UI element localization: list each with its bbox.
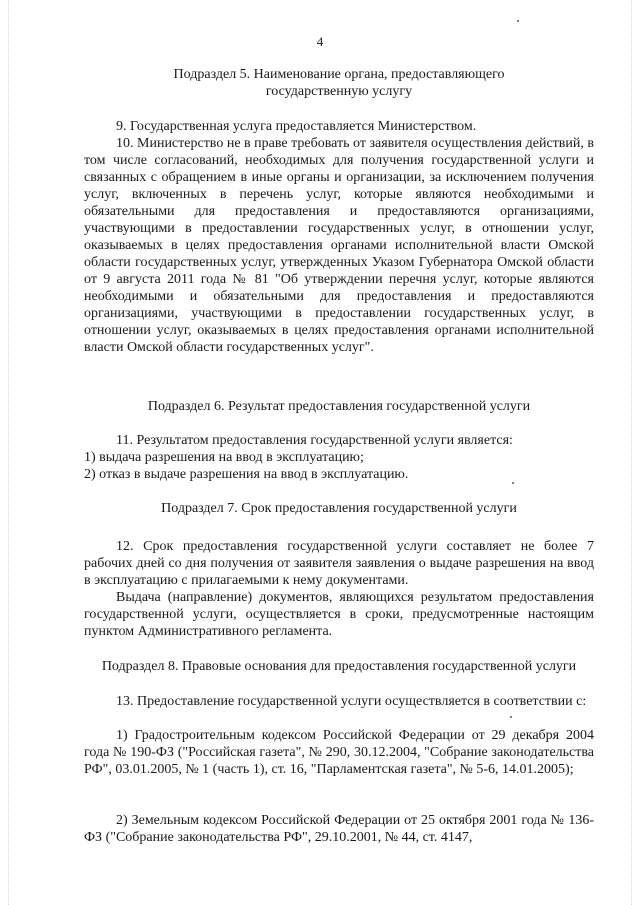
- paragraph-9: 9. Государственная услуга предоставляется Министерством.: [116, 119, 477, 134]
- scan-speck: [517, 20, 519, 22]
- scan-edge-right: [631, 0, 633, 905]
- section-5-title-line-2: государственную услугу: [265, 84, 413, 99]
- paragraph-13: 13. Предоставление государственной услуги осуществляется в соответствии с:: [116, 694, 587, 709]
- paragraph-11-item-2: 2) отказ в выдаче разрешения на ввод в эксплуатацию.: [84, 467, 409, 482]
- paragraph-12: 12. Срок предоставления государственной услуги составляет не более 7 рабочих дней со дня получения от заявителя заявления о выдаче разрешения на ввод в эксплуатацию с прилагаемыми к нему документами.: [84, 539, 594, 588]
- scan-edge-left: [8, 0, 10, 905]
- paragraph-13-item-1: 1) Градостроительным кодексом Российской Федерации от 29 декабря 2004 года № 190-ФЗ ("Российская газета", № 290, 30.12.2004, "Собрание законодательства РФ", 03.01.2005, № 1 (часть 1), ст. 16, "Парламентская газета", № 5-6, 14.01.2005);: [84, 728, 594, 777]
- paragraph-10: 10. Министерство не в праве требовать от заявителя осуществления действий, в том числе согласований, необходимых для получения государственной услуги и связанных с обращением в иные органы и организации, за исключением получения услуг, включенных в перечень услуг, которые являются необходимыми и обязательными для предоставления и предоставляются организациями, участвующими в предоставлении государственных услуг, в отношении услуг, оказываемых в целях предоставления органами исполнительной власти Омской области государственных услуг, утвержденных Указом Губернатора Омской области от 9 августа 2011 года № 81 "Об утверждении перечня услуг, которые являются необходимыми и обязательными для предоставления и предоставляются организациями, участвующими в предоставлении государственных услуг, в отношении услуг, оказываемых в целях предоставления органами исполнительной власти Омской области государственных услуг".: [84, 136, 594, 355]
- section-5-title-line-1: Подраздел 5. Наименование органа, предоставляющего: [173, 67, 505, 82]
- paragraph-12-continuation: Выдача (направление) документов, являющихся результатом предоставления государственной услуги, осуществляется в сроки, предусмотренные настоящим пунктом Административного регламента.: [84, 590, 594, 639]
- section-8-title: Подраздел 8. Правовые основания для предоставления государственной услуги: [101, 659, 577, 674]
- paragraph-11-item-1: 1) выдача разрешения на ввод в эксплуатацию;: [84, 450, 364, 465]
- section-7-title: Подраздел 7. Срок предоставления государственной услуги: [161, 501, 517, 516]
- paragraph-11: 11. Результатом предоставления государственной услуги является:: [116, 433, 513, 448]
- scan-speck: [510, 716, 512, 718]
- page-number: 4: [316, 34, 324, 49]
- paragraph-13-item-2: 2) Земельным кодексом Российской Федерации от 25 октября 2001 года № 136-ФЗ ("Собрание законодательства РФ", 29.10.2001, № 44, ст. 4147,: [84, 813, 594, 845]
- section-6-title: Подраздел 6. Результат предоставления государственной услуги: [147, 399, 531, 414]
